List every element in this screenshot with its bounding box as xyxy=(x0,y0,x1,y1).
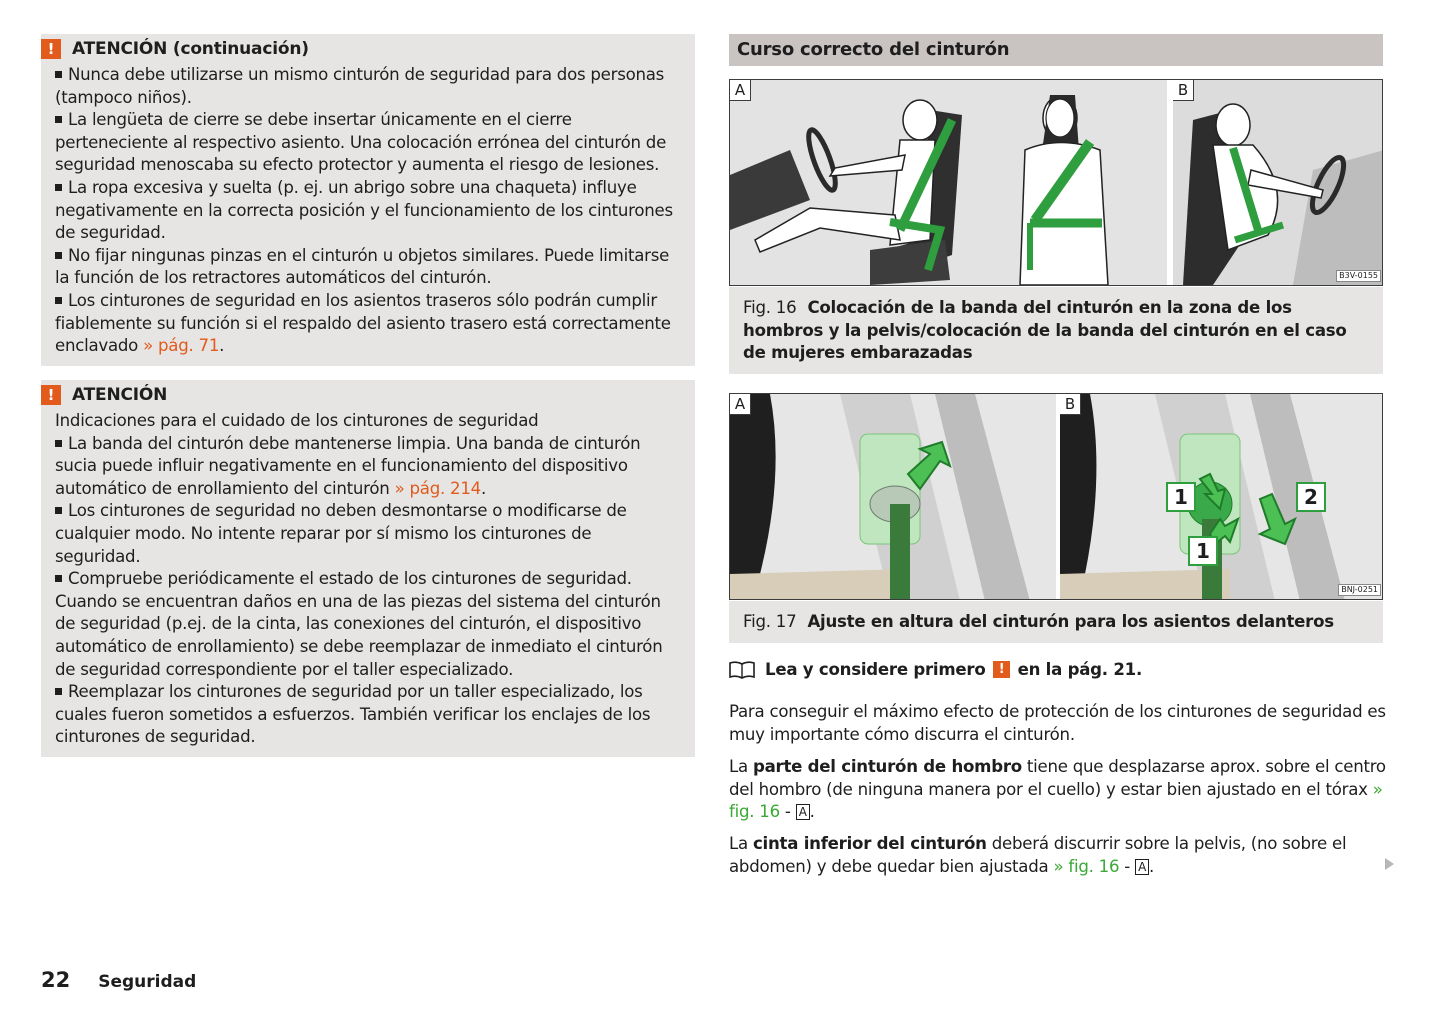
text: deberá discurrir sobre la pelvis, (no sobre el abdomen) y debe quedar bien ajustada xyxy=(729,834,1347,876)
page-link-214[interactable]: » pág. 214 xyxy=(394,478,481,498)
text: - xyxy=(1119,856,1136,876)
body-paragraph xyxy=(729,833,1389,878)
read-first-text: Lea y considere primero xyxy=(765,660,986,679)
bullet-end: . xyxy=(219,336,225,356)
panel-label-b: B xyxy=(1173,80,1194,101)
text: - xyxy=(779,802,796,822)
belt-height-adjuster-a xyxy=(730,394,1056,599)
warning-bullet: La lengüeta de cierre se debe insertar únicamente en el cierre perteneciente al respectivo asiento. Una colocación errónea del cinturón de seguridad menoscaba su efecto protector y aumenta el riesgo de lesiones. xyxy=(55,109,681,177)
book-icon xyxy=(729,661,755,679)
footer-section: Seguridad xyxy=(98,972,197,992)
figure-part-label: A xyxy=(796,804,810,820)
fig17-panel-a xyxy=(730,394,1056,599)
figure-16-caption xyxy=(729,287,1383,374)
figure-number: Fig. 17 xyxy=(743,612,797,631)
figure-17-illustration xyxy=(729,393,1383,600)
warning-icon: ! xyxy=(993,661,1010,678)
read-first-page[interactable]: en la pág. 21. xyxy=(1017,660,1142,679)
body-paragraph: Para conseguir el máximo efecto de protección de los cinturones de seguridad es muy importante cómo discurra el cinturón. xyxy=(729,702,1386,744)
figure-part-label: A xyxy=(1135,859,1149,875)
bold-term: parte del cinturón de hombro xyxy=(752,757,1022,776)
bullet-end: . xyxy=(480,478,487,498)
warning-bullet: Nunca debe utilizarse un mismo cinturón de seguridad para dos personas (tampoco niños). xyxy=(55,64,681,109)
panel-label-a: A xyxy=(730,394,751,415)
section-title: Curso correcto del cinturón xyxy=(729,34,1383,66)
figure-code: B3V-0155 xyxy=(1336,270,1381,282)
warning-bullet xyxy=(55,433,681,501)
warning-title: ATENCIÓN xyxy=(72,385,168,405)
page-link-71[interactable]: » pág. 71 xyxy=(143,336,220,356)
warning-bullet: Reemplazar los cinturones de seguridad por un taller especializado, los cuales fueron sometidos a esfuerzos. También verificar los enclajes de los cinturones de seguridad. xyxy=(55,681,681,749)
body-paragraph xyxy=(729,756,1389,824)
callout-1: 1 xyxy=(1166,482,1196,512)
warning-icon: ! xyxy=(41,385,61,405)
page-number: 22 xyxy=(41,968,71,992)
text: . xyxy=(1149,856,1155,876)
caption-text: Colocación de la banda del cinturón en la zona de los hombros y la pelvis/colocación de la banda del cinturón en el caso de mujeres embarazadas xyxy=(743,298,1347,363)
figure-number: Fig. 16 xyxy=(743,298,797,317)
pregnant-driver-illustration xyxy=(1173,80,1383,285)
figure-16-illustration xyxy=(729,79,1383,286)
callout-1-lower: 1 xyxy=(1188,536,1218,566)
warning-header xyxy=(41,384,681,406)
warning-bullet: La ropa excesiva y suelta (p. ej. un abrigo sobre una chaqueta) influye negativamente en la correcta posición y el funcionamiento de los cinturones de seguridad. xyxy=(55,177,681,245)
text: . xyxy=(809,802,815,822)
warning-header xyxy=(41,38,681,60)
warning-title: ATENCIÓN (continuación) xyxy=(72,39,309,59)
fig-16-link[interactable]: » fig. 16 xyxy=(1053,856,1120,876)
belt-height-adjuster-b xyxy=(1060,394,1383,599)
warning-bullet: Los cinturones de seguridad no deben desmontarse o modificarse de cualquier modo. No intente reparar por sí mismo los cinturones de seguridad. xyxy=(55,500,681,568)
text: tiene que desplazarse aprox. sobre el centro del hombro (de ninguna manera por el cuello) y estar bien ajustado en el tórax xyxy=(729,757,1386,799)
warning-box-continuation xyxy=(41,34,695,366)
seated-driver-illustration xyxy=(730,80,1167,285)
warning-bullet xyxy=(55,290,681,358)
caption-text: Ajuste en altura del cinturón para los asientos delanteros xyxy=(807,612,1334,631)
figure-17-caption xyxy=(729,601,1383,643)
fig17-panel-b xyxy=(1060,394,1383,599)
warning-box-care xyxy=(41,380,695,757)
continue-arrow-icon xyxy=(1385,858,1394,870)
page-footer xyxy=(41,968,196,992)
text: La xyxy=(729,757,753,776)
warning-bullet: Compruebe periódicamente el estado de los cinturones de seguridad. Cuando se encuentran daños en una de las piezas del sistema del cinturón de seguridad (p.ej. de la cinta, las conexiones del cinturón, el dispositivo automático de enrollamiento) se debe reemplazar de inmediato el cinturón de seguridad correspondiente por el taller especializado. xyxy=(55,568,681,681)
callout-2: 2 xyxy=(1296,482,1326,512)
fig16-panel-a xyxy=(730,80,1167,285)
panel-label-a: A xyxy=(730,80,751,101)
figure-code: BNJ-0251 xyxy=(1338,584,1381,596)
bullet-text: La banda del cinturón debe mantenerse limpia. Una banda de cinturón sucia puede influir negativamente en el funcionamiento del dispositivo automático de enrollamiento del cinturón xyxy=(55,433,641,498)
warning-icon: ! xyxy=(41,39,61,59)
bullet-text: Los cinturones de seguridad en los asientos traseros sólo podrán cumplir fiablemente su función si el respaldo del asiento trasero está correctamente enclavado xyxy=(55,290,671,356)
bold-term: cinta inferior del cinturón xyxy=(752,834,987,853)
fig16-panel-b xyxy=(1173,80,1383,285)
warning-intro: Indicaciones para el cuidado de los cinturones de seguridad xyxy=(55,411,539,430)
fig-16-link[interactable]: » fig. 16 xyxy=(729,779,1383,822)
read-first-note xyxy=(729,660,1383,679)
text: La xyxy=(729,834,753,853)
warning-bullet: No fijar ningunas pinzas en el cinturón u objetos similares. Puede limitarse la función de los retractores automáticos del cinturón. xyxy=(55,245,681,290)
panel-label-b: B xyxy=(1060,394,1081,415)
